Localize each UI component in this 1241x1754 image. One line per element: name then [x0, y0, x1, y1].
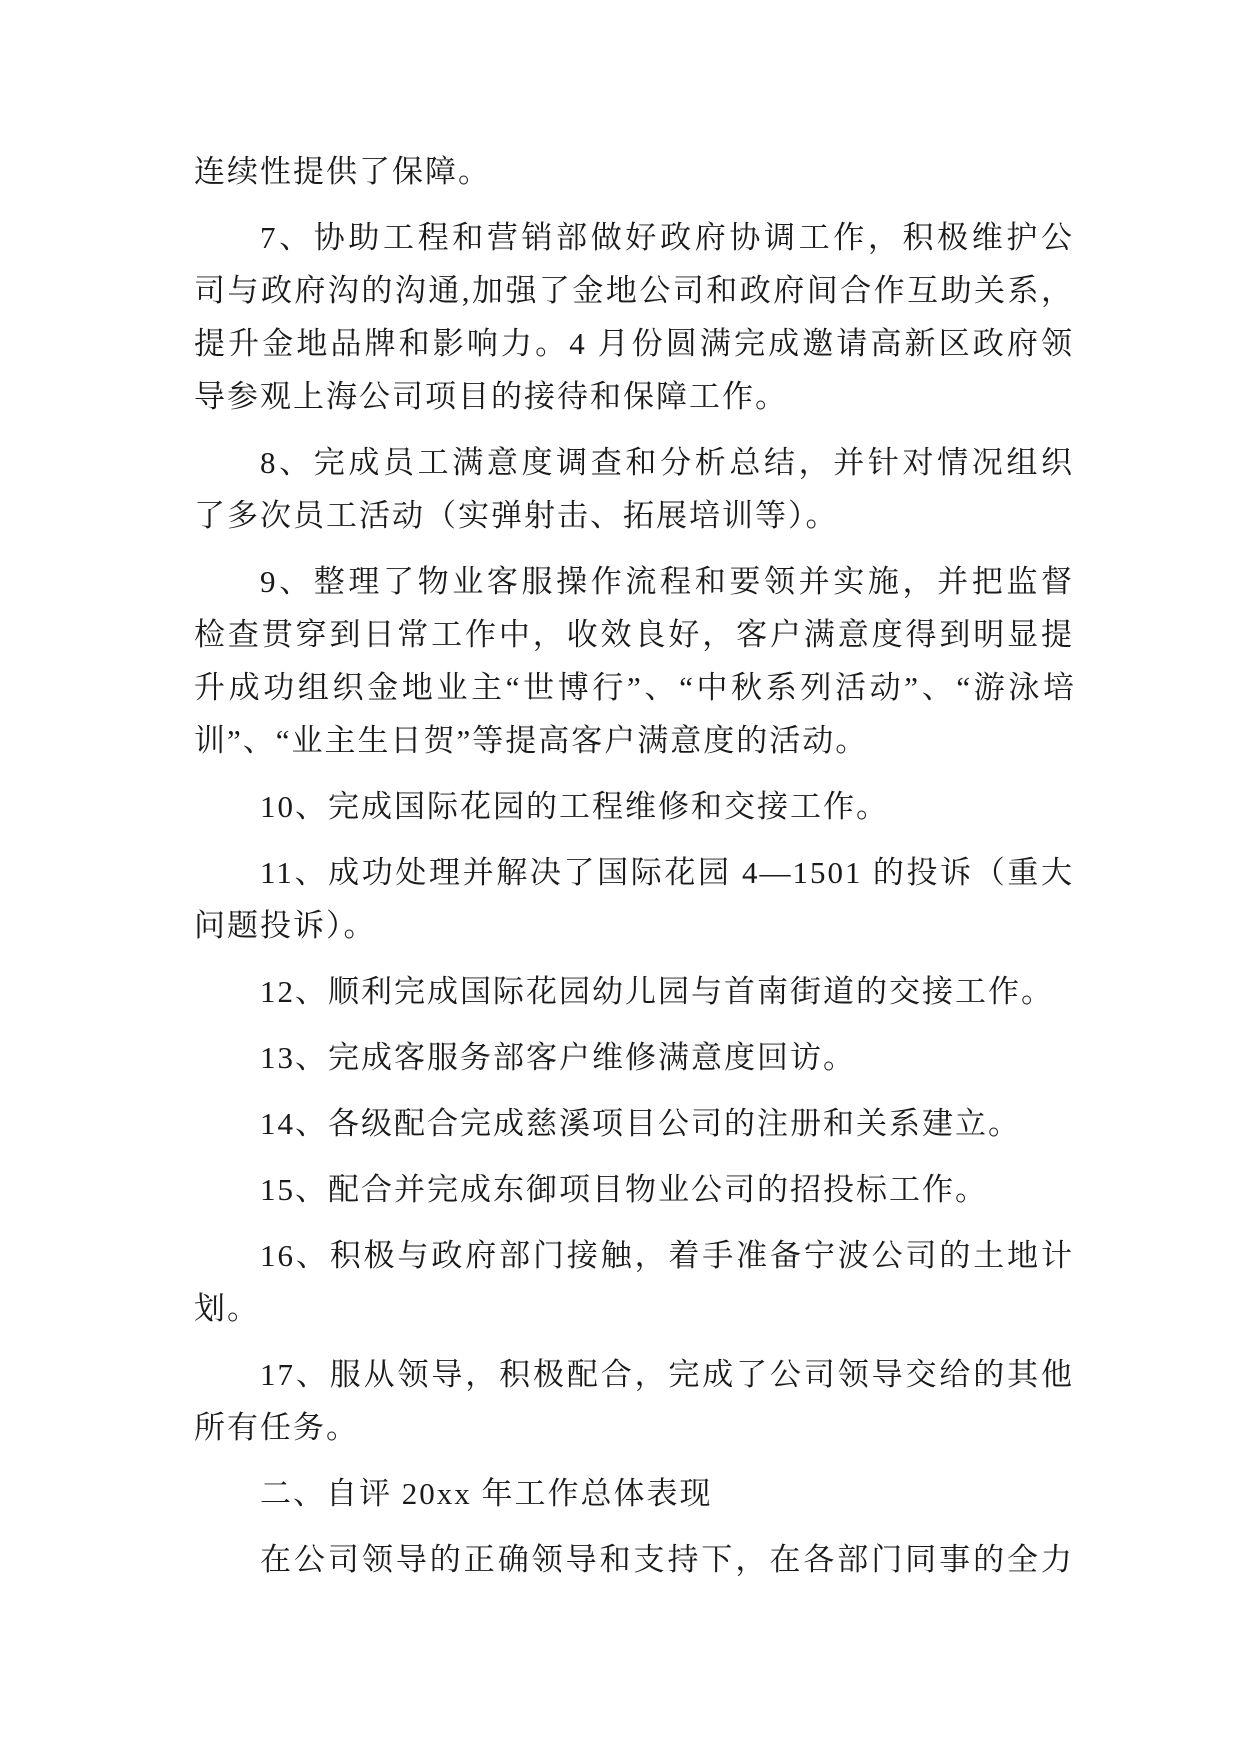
text-line: 10、完成国际花园的工程维修和交接工作。 — [260, 789, 889, 824]
paragraph-item-13 — [194, 1031, 1074, 1084]
paragraph-item-14 — [194, 1097, 1074, 1150]
text-line: 了多次员工活动（实弹射击、拓展培训等）。 — [194, 498, 839, 533]
text-line: 二、自评 20xx 年工作总体表现 — [260, 1476, 713, 1511]
text-line: 检查贯穿到日常工作中，收效良好，客户满意度得到明显提 — [194, 617, 1074, 652]
paragraph-item-12 — [194, 965, 1074, 1018]
text-line: 导参观上海公司项目的接待和保障工作。 — [194, 379, 788, 414]
text-line: 划。 — [194, 1291, 260, 1326]
text-line: 14、各级配合完成慈溪项目公司的注册和关系建立。 — [260, 1106, 1021, 1141]
text-line: 所有任务。 — [194, 1410, 359, 1445]
text-line: 问题投诉）。 — [194, 908, 377, 943]
text-line: 9、整理了物业客服操作流程和要领并实施，并把监督 — [260, 564, 1074, 599]
document-body — [194, 145, 1074, 1586]
paragraph-item-16 — [194, 1229, 1074, 1335]
text-line: 连续性提供了保障。 — [194, 154, 491, 189]
text-line: 13、完成客服务部客户维修满意度回访。 — [260, 1040, 856, 1075]
text-line: 11、成功处理并解决了国际花园 4—1501 的投诉（重大 — [260, 855, 1074, 890]
text-line: 在公司领导的正确领导和支持下，在各部门同事的全力 — [260, 1542, 1074, 1577]
text-line: 训”、“业主生日贺”等提高客户满意度的活动。 — [194, 723, 869, 758]
text-line: 8、完成员工满意度调查和分析总结，并针对情况组织 — [260, 445, 1074, 480]
paragraph-item-10 — [194, 780, 1074, 833]
text-line: 15、配合并完成东御项目物业公司的招投标工作。 — [260, 1172, 988, 1207]
paragraph-summary — [194, 1533, 1074, 1586]
paragraph-item-17 — [194, 1348, 1074, 1454]
section-heading — [194, 1467, 1074, 1520]
text-line: 司与政府沟的沟通,加强了金地公司和政府间合作互助关系， — [194, 273, 1074, 308]
text-line: 17、服从领导，积极配合，完成了公司领导交给的其他 — [260, 1357, 1074, 1392]
text-line: 提升金地品牌和影响力。4 月份圆满完成邀请高新区政府领 — [194, 326, 1074, 361]
paragraph-item-11 — [194, 846, 1074, 952]
text-line: 12、顺利完成国际花园幼儿园与首南街道的交接工作。 — [260, 974, 1054, 1009]
paragraph-continuation — [194, 145, 1074, 198]
paragraph-item-15 — [194, 1163, 1074, 1216]
text-line: 7、协助工程和营销部做好政府协调工作，积极维护公 — [260, 220, 1074, 255]
text-line: 16、积极与政府部门接触，着手准备宁波公司的土地计 — [260, 1238, 1074, 1273]
paragraph-item-7 — [194, 211, 1074, 423]
paragraph-item-9 — [194, 555, 1074, 767]
paragraph-item-8 — [194, 436, 1074, 542]
text-line: 升成功组织金地业主“世博行”、“中秋系列活动”、“游泳培 — [194, 670, 1074, 705]
